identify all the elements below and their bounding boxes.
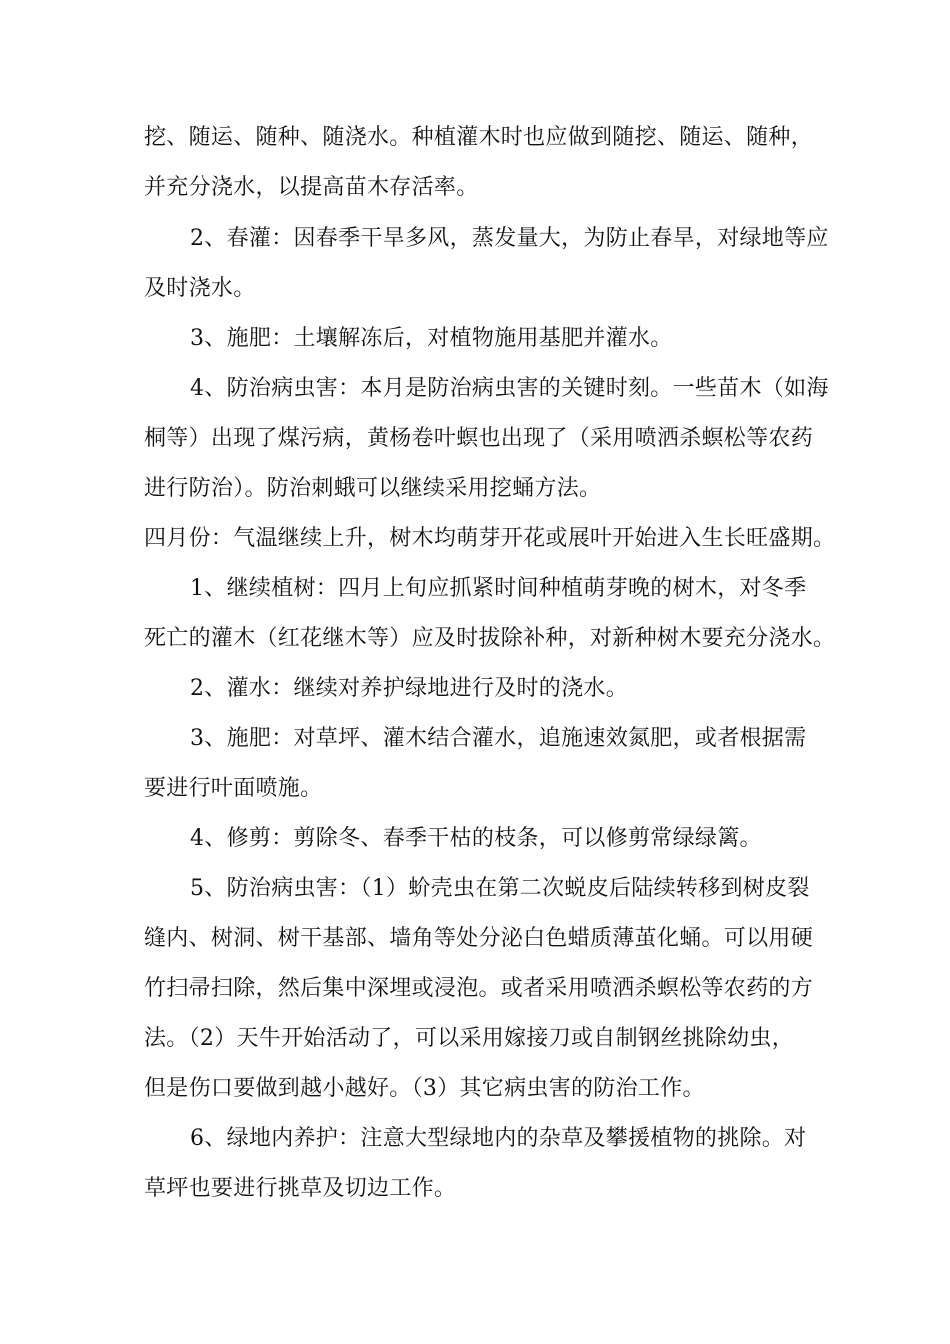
text-line: 草坪也要进行挑草及切边工作。: [144, 1176, 457, 1201]
text-line: 4、防治病虫害：本月是防治病虫害的关键时刻。一些苗木（如海: [190, 376, 829, 401]
text-line: 3、施肥：土壤解冻后，对植物施用基肥并灌水。: [190, 326, 673, 351]
text-line: 及时浇水。: [144, 276, 256, 301]
text-line: 5、防治病虫害：（1）蚧壳虫在第二次蜕皮后陆续转移到树皮裂: [190, 876, 810, 901]
text-line: 3、施肥：对草坪、灌木结合灌水，追施速效氮肥，或者根据需: [190, 726, 807, 751]
text-line: 桐等）出现了煤污病，黄杨卷叶螟也出现了（采用喷洒杀螟松等农药: [144, 426, 814, 451]
text-line: 缝内、树洞、树干基部、墙角等处分泌白色蜡质薄茧化蛹。可以用硬: [144, 926, 814, 951]
text-line: 竹扫帚扫除，然后集中深埋或浸泡。或者采用喷洒杀螟松等农药的方: [144, 976, 814, 1001]
text-line: 死亡的灌木（红花继木等）应及时拔除补种，对新种树木要充分浇水。: [144, 626, 836, 651]
text-line: 要进行叶面喷施。: [144, 776, 323, 801]
text-line: 四月份：气温继续上升，树木均萌芽开花或展叶开始进入生长旺盛期。: [144, 526, 836, 551]
text-line: 挖、随运、随种、随浇水。种植灌木时也应做到随挖、随运、随种，: [144, 125, 814, 150]
text-line: 并充分浇水，以提高苗木存活率。: [144, 175, 479, 200]
text-line: 4、修剪：剪除冬、春季干枯的枝条，可以修剪常绿绿篱。: [190, 826, 762, 851]
text-line: 进行防治）。防治刺蛾可以继续采用挖蛹方法。: [144, 476, 602, 501]
text-line: 2、春灌：因春季干旱多风，蒸发量大，为防止春旱，对绿地等应: [190, 226, 829, 251]
text-line: 但是伤口要做到越小越好。（3）其它病虫害的防治工作。: [144, 1076, 705, 1101]
text-line: 2、灌水：继续对养护绿地进行及时的浇水。: [190, 676, 628, 701]
text-line: 法。（2）天牛开始活动了，可以采用嫁接刀或自制钢丝挑除幼虫，: [144, 1026, 794, 1051]
text-line: 6、绿地内养护：注意大型绿地内的杂草及攀援植物的挑除。对: [190, 1126, 807, 1151]
text-line: 1、继续植树：四月上旬应抓紧时间种植萌芽晚的树木，对冬季: [190, 576, 807, 601]
